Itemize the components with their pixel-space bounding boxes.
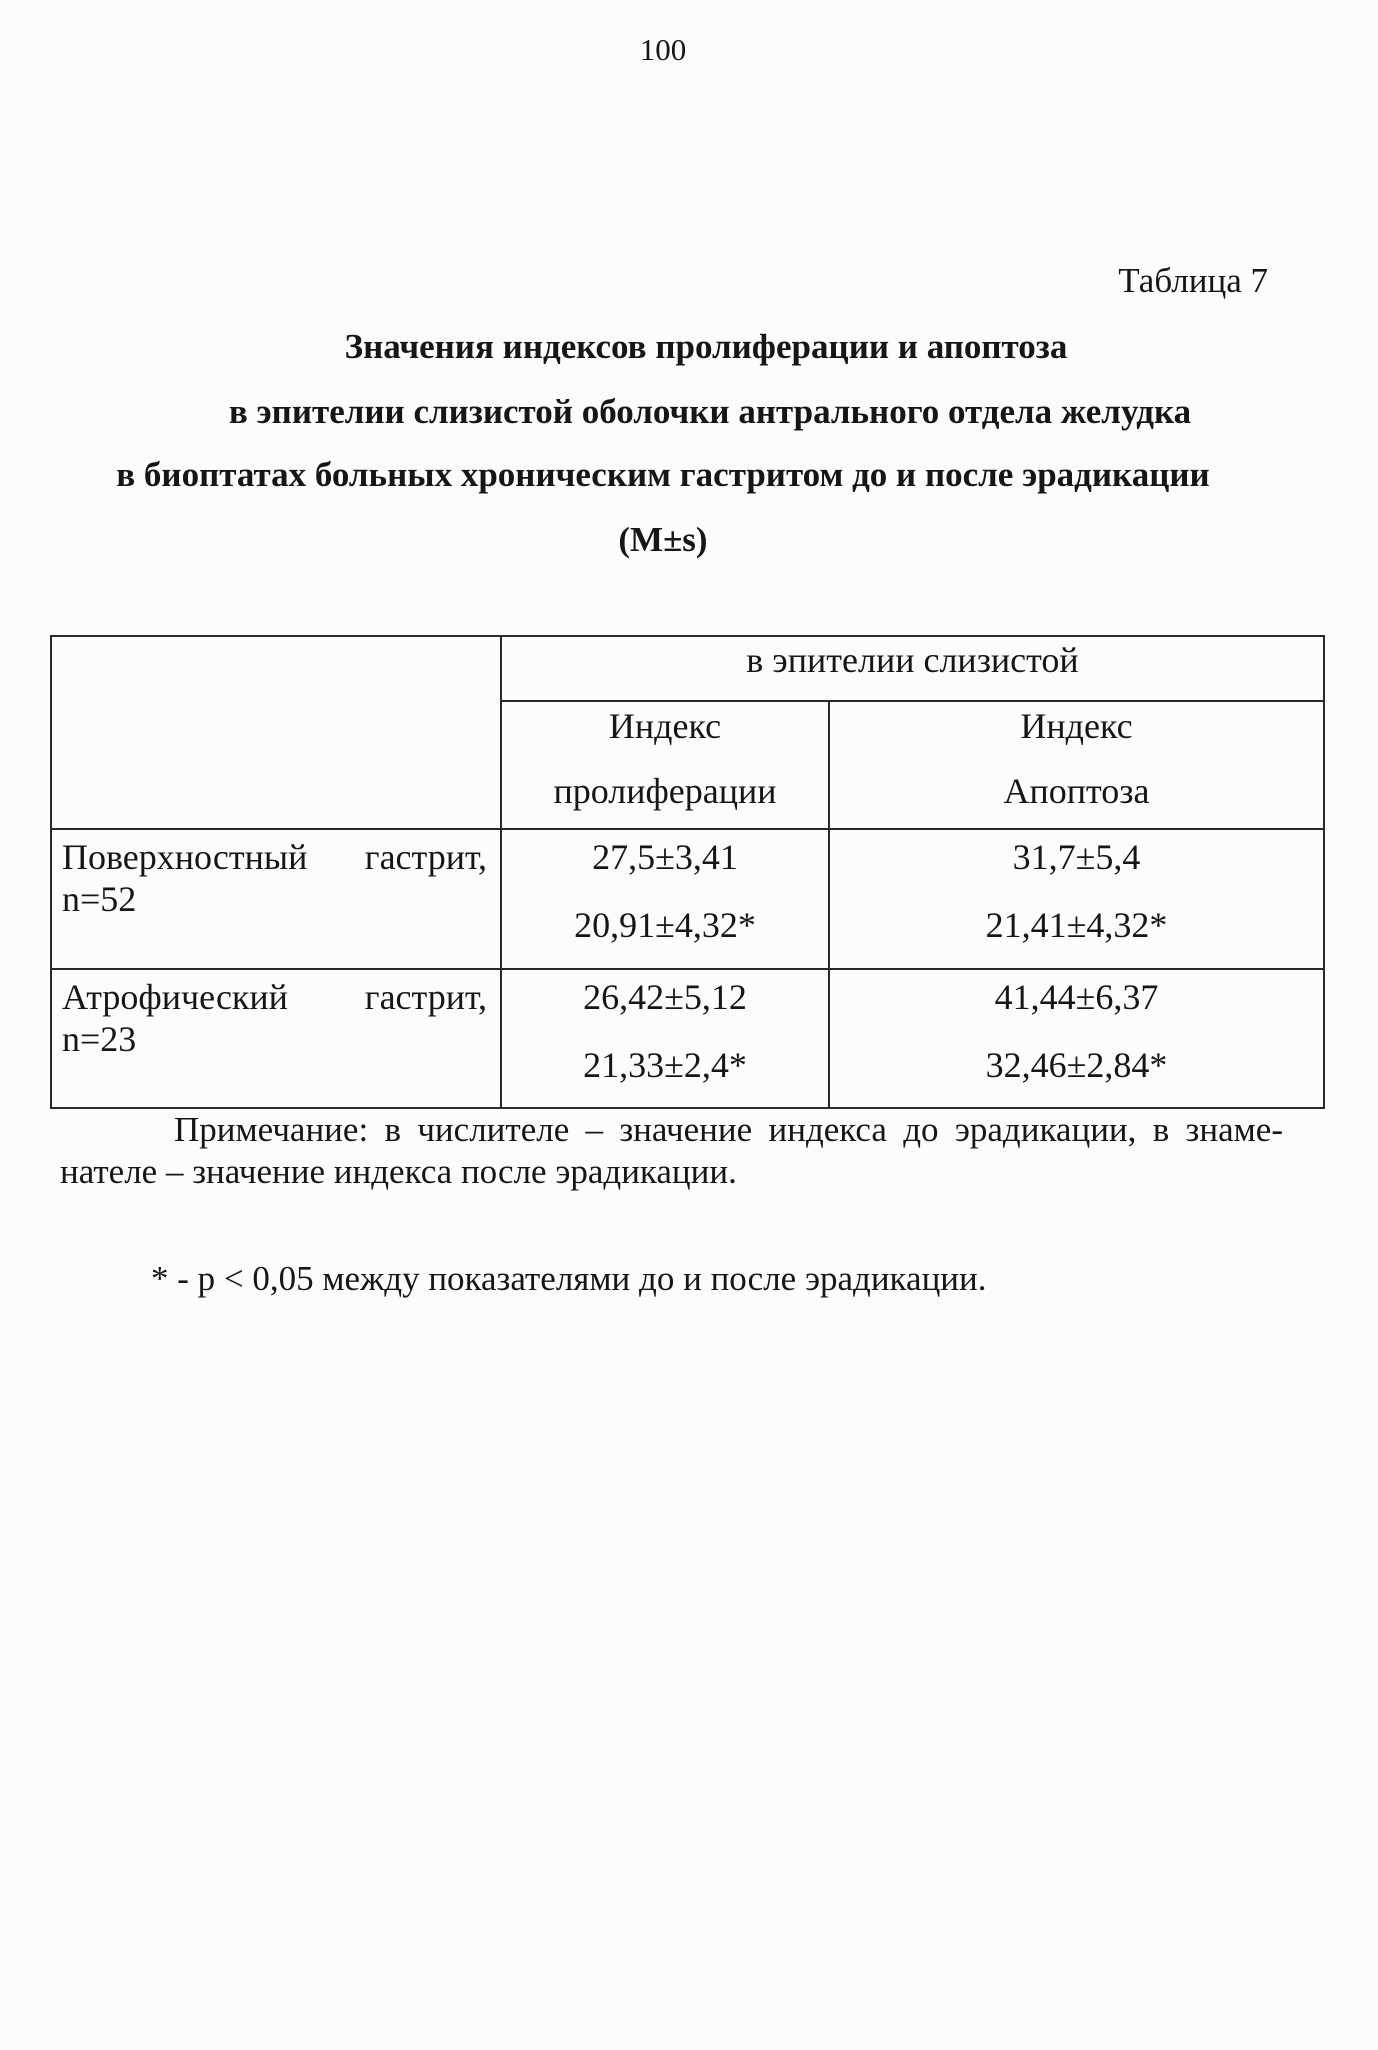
row-label-atrophic — [52, 970, 502, 1107]
table-corner-cell — [52, 637, 502, 830]
note-line: Примечание: в числителе – значение индекса до эрадикации, в знаме- — [174, 1110, 1283, 1149]
cell-proliferation-atrophic — [502, 970, 830, 1107]
value-before: 27,5±3,41 — [592, 837, 738, 877]
column-header-proliferation — [502, 702, 830, 830]
cell-apoptosis-atrophic — [830, 970, 1323, 1107]
value-after: 21,41±4,32* — [985, 905, 1168, 945]
table-label: Таблица 7 — [1118, 261, 1268, 300]
group-header — [502, 637, 1323, 702]
cell-proliferation-superficial — [502, 830, 830, 970]
note-line: нателе – значение индекса после эрадикации. — [60, 1152, 737, 1191]
column-header-apoptosis — [830, 702, 1323, 830]
table-title-line: в биоптатах больных хроническим гастритом до и после эрадикации — [116, 455, 1210, 494]
row-label-count: n=52 — [62, 879, 137, 919]
column-header-line: пролиферации — [553, 771, 777, 811]
row-label-count: n=23 — [62, 1019, 137, 1059]
value-before: 41,44±6,37 — [994, 977, 1159, 1017]
value-after: 32,46±2,84* — [985, 1045, 1168, 1085]
value-after: 21,33±2,4* — [583, 1045, 747, 1085]
column-header-line: Индекс — [1020, 706, 1133, 746]
column-header-line: Апоптоза — [1003, 771, 1150, 811]
column-header-line: Индекс — [608, 706, 722, 746]
row-label-line: Поверхностный гастрит, — [62, 837, 487, 877]
table-title-line: Значения индексов пролиферации и апоптоза — [344, 327, 1068, 366]
value-after: 20,91±4,32* — [574, 905, 756, 945]
significance-footnote: * - p < 0,05 между показателями до и после эрадикации. — [151, 1259, 987, 1298]
page-number: 100 — [639, 32, 687, 67]
row-label-superficial — [52, 830, 502, 970]
group-header-label: в эпителии слизистой — [746, 640, 1079, 680]
table-title-line: (M±s) — [618, 520, 708, 559]
value-before: 31,7±5,4 — [1012, 837, 1141, 877]
row-label-line: Атрофический гастрит, — [62, 977, 487, 1017]
data-table — [50, 635, 1325, 1109]
value-before: 26,42±5,12 — [583, 977, 747, 1017]
cell-apoptosis-superficial — [830, 830, 1323, 970]
table-title-line: в эпителии слизистой оболочки антрального отдела желудка — [228, 392, 1192, 431]
